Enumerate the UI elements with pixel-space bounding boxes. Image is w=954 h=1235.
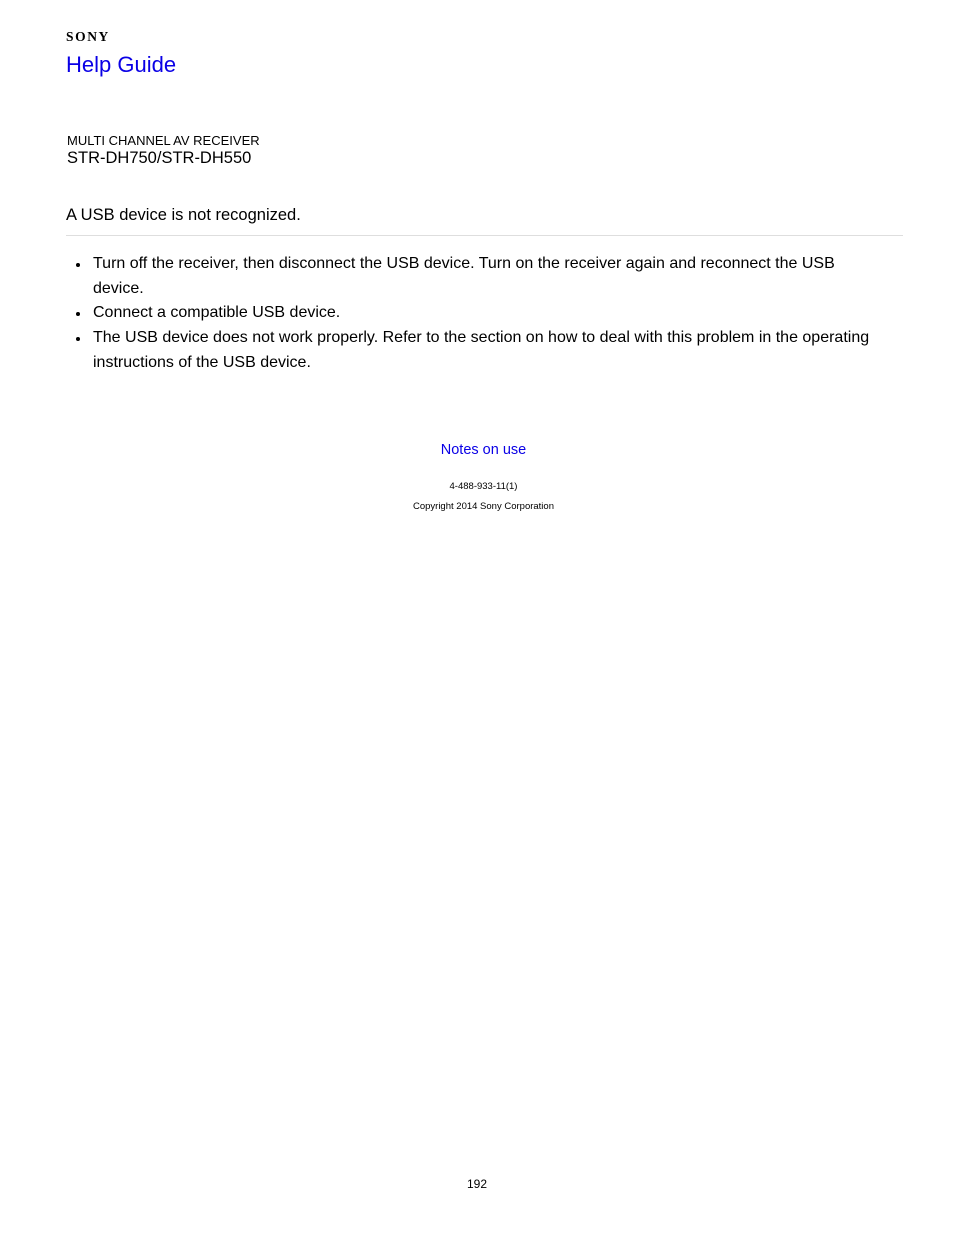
list-item [66,301,876,326]
notes-on-use-link[interactable]: Notes on use [440,442,527,458]
bullet-icon [76,337,80,341]
help-guide-link[interactable]: Help Guide [66,52,177,77]
page-number: 192 [466,1177,488,1191]
document-number: 4-488-933-11(1) [449,481,518,492]
page-title: A USB device is not recognized. [66,206,301,224]
list-item-text: Turn off the receiver, then disconnect the USB device. Turn on the receiver again and reconnect the USB device. [93,255,835,297]
bullet-icon [76,312,80,316]
list-item-text: Connect a compatible USB device. [93,304,341,322]
product-model: STR-DH750/STR-DH550 [67,149,252,167]
sony-logo: SONY [66,29,110,44]
list-item [66,252,876,301]
bullet-icon [76,263,80,267]
copyright-notice: Copyright 2014 Sony Corporation [412,501,554,512]
list-item-text: The USB device does not work properly. Refer to the section on how to deal with this problem in the operating instructions of the USB device. [93,329,870,371]
troubleshooting-list [66,252,876,376]
title-divider [66,235,903,236]
list-item [66,326,876,375]
product-category: MULTI CHANNEL AV RECEIVER [67,133,260,148]
